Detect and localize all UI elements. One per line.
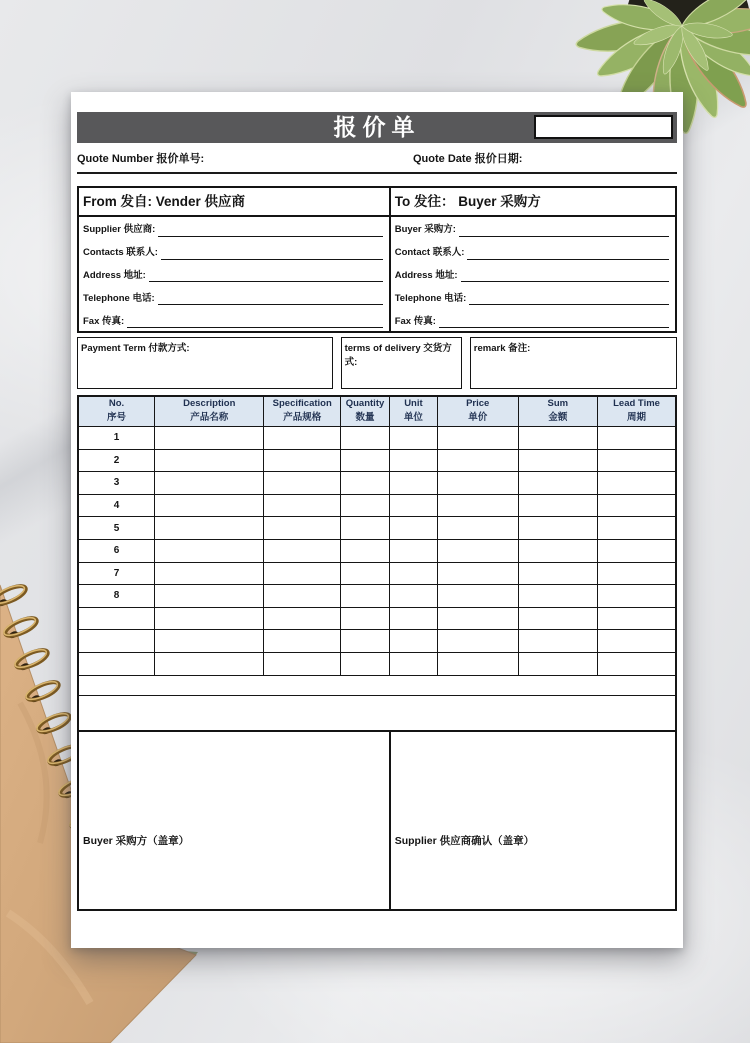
item-leadtime-cell[interactable]: [598, 607, 676, 630]
item-quantity-cell[interactable]: [340, 449, 389, 472]
contacts-input-line[interactable]: [161, 259, 383, 260]
contact-label: Contact 联系人:: [394, 247, 465, 259]
item-unit-cell[interactable]: [390, 562, 438, 585]
telephone-input-line[interactable]: [158, 304, 383, 305]
item-price-cell[interactable]: [437, 449, 518, 472]
item-description-cell[interactable]: [155, 539, 264, 562]
item-description-cell[interactable]: [155, 562, 264, 585]
buyer-label: Buyer 采购方:: [394, 224, 456, 236]
address-label: Address 地址:: [394, 269, 458, 281]
field-row: [79, 263, 389, 286]
item-no-cell[interactable]: 2: [78, 449, 155, 472]
item-leadtime-cell[interactable]: [598, 539, 676, 562]
address-input-line[interactable]: [461, 281, 669, 282]
item-row: [78, 426, 676, 449]
meta-row: [77, 150, 677, 174]
merged-cell[interactable]: [78, 675, 676, 695]
supplier-stamp-box[interactable]: [391, 732, 675, 909]
item-sum-cell[interactable]: [518, 562, 598, 585]
item-sum-cell[interactable]: [518, 517, 598, 540]
item-quantity-cell[interactable]: [340, 630, 389, 653]
item-unit-cell[interactable]: [390, 472, 438, 495]
telephone-label: Telephone 电话:: [394, 292, 467, 304]
item-price-cell[interactable]: [437, 585, 518, 608]
item-description-cell[interactable]: [155, 630, 264, 653]
merged-row: [78, 675, 676, 695]
item-row: [78, 562, 676, 585]
quote-number-label: Quote Number 报价单号:: [77, 153, 205, 165]
item-specification-cell[interactable]: [264, 539, 341, 562]
remark-box[interactable]: [470, 337, 677, 389]
item-price-cell[interactable]: [437, 426, 518, 449]
merged-row: [78, 695, 676, 731]
item-sum-cell[interactable]: [518, 494, 598, 517]
item-price-cell[interactable]: [437, 517, 518, 540]
from-header: From 发自: Vender 供应商: [79, 188, 389, 217]
field-row: [391, 240, 675, 263]
item-description-cell[interactable]: [155, 607, 264, 630]
col-price: Price 单价: [437, 396, 518, 427]
col-no: No. 序号: [78, 396, 155, 427]
col-unit: Unit 单位: [390, 396, 438, 427]
fax-input-line[interactable]: [127, 327, 383, 328]
items-body: [78, 426, 676, 675]
item-unit-cell[interactable]: [390, 630, 438, 653]
item-quantity-cell[interactable]: [340, 652, 389, 675]
delivery-terms-label: terms of delivery 交货方式:: [344, 342, 452, 368]
item-leadtime-cell[interactable]: [598, 585, 676, 608]
item-sum-cell[interactable]: [518, 539, 598, 562]
title-bar: [77, 112, 677, 143]
item-row: [78, 517, 676, 540]
terms-section: [77, 337, 677, 389]
item-description-cell[interactable]: [155, 449, 264, 472]
quotation-document: [71, 92, 683, 948]
item-sum-cell[interactable]: [518, 449, 598, 472]
item-unit-cell[interactable]: [390, 494, 438, 517]
buyer-stamp-box[interactable]: [79, 732, 391, 909]
col-quantity: Quantity 数量: [340, 396, 389, 427]
supplier-label: Supplier 供应商:: [83, 224, 156, 236]
item-no-cell[interactable]: 1: [78, 426, 155, 449]
buyer-stamp-label: Buyer 采购方（盖章）: [83, 834, 190, 847]
signature-section: [77, 730, 677, 911]
col-description: Description 产品名称: [155, 396, 264, 427]
item-row: [78, 539, 676, 562]
item-quantity-cell[interactable]: [340, 607, 389, 630]
col-specification: Specification 产品规格: [264, 396, 341, 427]
item-unit-cell[interactable]: [390, 449, 438, 472]
item-description-cell[interactable]: [155, 494, 264, 517]
item-specification-cell[interactable]: [264, 562, 341, 585]
to-header: To 发往： Buyer 采购方: [391, 188, 675, 217]
item-leadtime-cell[interactable]: [598, 517, 676, 540]
item-unit-cell[interactable]: [390, 517, 438, 540]
address-input-line[interactable]: [149, 281, 383, 282]
item-unit-cell[interactable]: [390, 652, 438, 675]
item-price-cell[interactable]: [437, 607, 518, 630]
item-sum-cell[interactable]: [518, 585, 598, 608]
col-lead-time: Lead Time 周期: [598, 396, 676, 427]
payment-term-box[interactable]: [77, 337, 333, 389]
field-row: [79, 240, 389, 263]
item-row: [78, 585, 676, 608]
item-description-cell[interactable]: [155, 585, 264, 608]
item-no-cell[interactable]: 8: [78, 585, 155, 608]
item-no-cell[interactable]: 7: [78, 562, 155, 585]
item-row: [78, 494, 676, 517]
item-sum-cell[interactable]: [518, 426, 598, 449]
field-row: [79, 285, 389, 308]
item-specification-cell[interactable]: [264, 517, 341, 540]
remark-label: remark 备注:: [473, 342, 531, 354]
item-specification-cell[interactable]: [264, 426, 341, 449]
quote-date-label: Quote Date 报价日期:: [413, 153, 523, 165]
item-description-cell[interactable]: [155, 426, 264, 449]
item-row: [78, 630, 676, 653]
merged-cell[interactable]: [78, 695, 676, 731]
item-specification-cell[interactable]: [264, 585, 341, 608]
item-price-cell[interactable]: [437, 539, 518, 562]
item-price-cell[interactable]: [437, 472, 518, 495]
item-no-cell[interactable]: [78, 607, 155, 630]
item-leadtime-cell[interactable]: [598, 630, 676, 653]
supplier-stamp-label: Supplier 供应商确认（盖章）: [394, 834, 535, 847]
item-quantity-cell[interactable]: [340, 562, 389, 585]
item-price-cell[interactable]: [437, 652, 518, 675]
item-price-cell[interactable]: [437, 630, 518, 653]
item-quantity-cell[interactable]: [340, 539, 389, 562]
item-no-cell[interactable]: 3: [78, 472, 155, 495]
to-column: [391, 188, 675, 331]
item-no-cell[interactable]: 5: [78, 517, 155, 540]
field-row: [79, 308, 389, 331]
contact-input-line[interactable]: [467, 259, 669, 260]
item-specification-cell[interactable]: [264, 630, 341, 653]
item-no-cell[interactable]: 6: [78, 539, 155, 562]
payment-term-label: Payment Term 付款方式:: [81, 342, 190, 354]
items-table: [77, 395, 677, 732]
item-leadtime-cell[interactable]: [598, 449, 676, 472]
telephone-label: Telephone 电话:: [83, 292, 155, 304]
item-sum-cell[interactable]: [518, 607, 598, 630]
from-column: [79, 188, 391, 331]
item-sum-cell[interactable]: [518, 652, 598, 675]
item-leadtime-cell[interactable]: [598, 562, 676, 585]
item-price-cell[interactable]: [437, 494, 518, 517]
item-specification-cell[interactable]: [264, 494, 341, 517]
item-row: [78, 607, 676, 630]
buyer-input-line[interactable]: [459, 236, 669, 237]
supplier-input-line[interactable]: [158, 236, 382, 237]
item-leadtime-cell[interactable]: [598, 652, 676, 675]
item-specification-cell[interactable]: [264, 607, 341, 630]
items-header-row: [78, 396, 676, 427]
item-description-cell[interactable]: [155, 652, 264, 675]
item-description-cell[interactable]: [155, 472, 264, 495]
item-sum-cell[interactable]: [518, 630, 598, 653]
item-specification-cell[interactable]: [264, 449, 341, 472]
item-price-cell[interactable]: [437, 562, 518, 585]
item-specification-cell[interactable]: [264, 472, 341, 495]
field-row: [391, 285, 675, 308]
field-row: [391, 217, 675, 240]
telephone-input-line[interactable]: [469, 304, 669, 305]
item-leadtime-cell[interactable]: [598, 472, 676, 495]
item-unit-cell[interactable]: [390, 539, 438, 562]
item-unit-cell[interactable]: [390, 585, 438, 608]
fax-label: Fax 传真:: [83, 315, 125, 327]
item-unit-cell[interactable]: [390, 426, 438, 449]
field-row: [391, 263, 675, 286]
page-title: 报价单: [333, 114, 421, 140]
item-quantity-cell[interactable]: [340, 585, 389, 608]
field-row: [79, 217, 389, 240]
item-no-cell[interactable]: 4: [78, 494, 155, 517]
item-quantity-cell[interactable]: [340, 517, 389, 540]
field-row: [391, 308, 675, 331]
delivery-terms-box[interactable]: [341, 337, 462, 389]
item-sum-cell[interactable]: [518, 472, 598, 495]
item-unit-cell[interactable]: [390, 607, 438, 630]
item-quantity-cell[interactable]: [340, 494, 389, 517]
item-row: [78, 652, 676, 675]
item-no-cell[interactable]: [78, 630, 155, 653]
fax-label: Fax 传真:: [394, 315, 436, 327]
item-specification-cell[interactable]: [264, 652, 341, 675]
item-row: [78, 472, 676, 495]
contacts-label: Contacts 联系人:: [83, 247, 158, 259]
item-row: [78, 449, 676, 472]
quote-number-box[interactable]: [534, 115, 673, 139]
item-leadtime-cell[interactable]: [598, 494, 676, 517]
address-label: Address 地址:: [83, 269, 146, 281]
col-sum: Sum 金额: [518, 396, 598, 427]
item-leadtime-cell[interactable]: [598, 426, 676, 449]
item-no-cell[interactable]: [78, 652, 155, 675]
fax-input-line[interactable]: [439, 327, 669, 328]
from-to-section: [77, 186, 677, 333]
item-quantity-cell[interactable]: [340, 472, 389, 495]
item-description-cell[interactable]: [155, 517, 264, 540]
item-quantity-cell[interactable]: [340, 426, 389, 449]
